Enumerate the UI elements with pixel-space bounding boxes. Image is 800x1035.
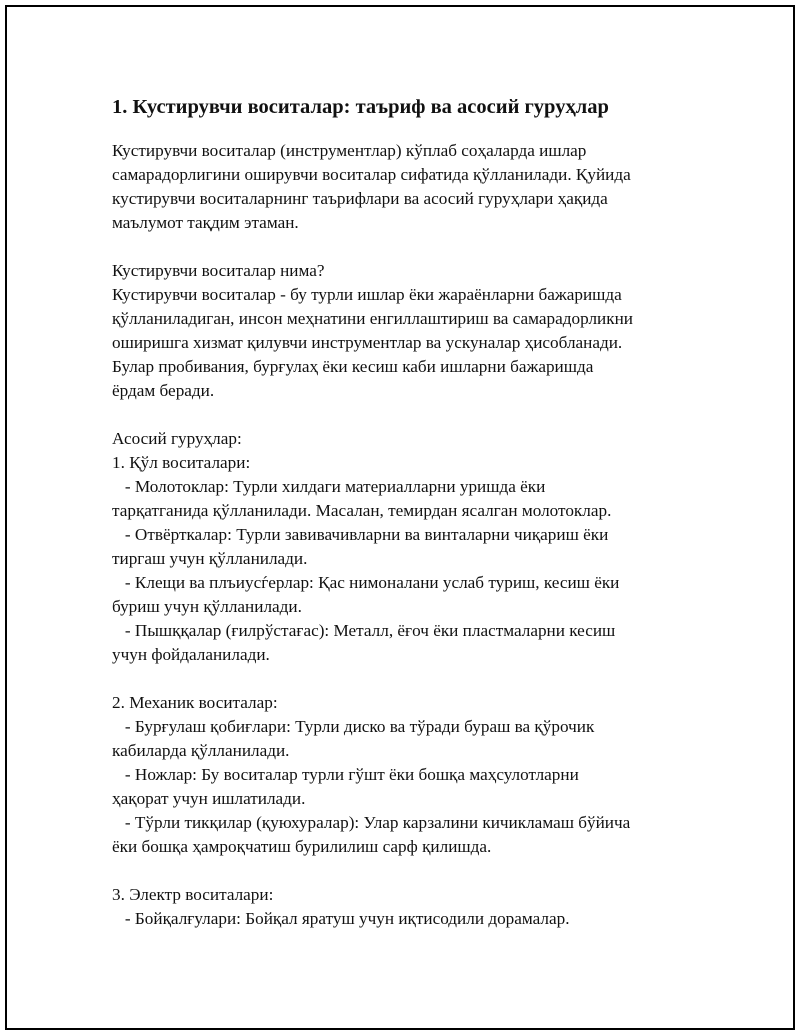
group-line: ёки бошқа ҳамроқчатиш бурилилиш сарф қилишда. <box>112 837 492 856</box>
group-line: тиргаш учун қўлланилади. <box>112 549 308 568</box>
spacer <box>112 859 712 883</box>
groups-heading: Асосий гуруҳлар: <box>112 429 242 448</box>
group-line: - Бойқалғулари: Бойқал яратуш учун иқтисодили дорамалар. <box>112 909 570 928</box>
group-title: 3. Электр воситалари: <box>112 885 274 904</box>
groups-section <box>112 427 712 931</box>
definition-line: оширишга хизмат қилувчи инструментлар ва ускуналар ҳисобланади. <box>112 333 623 352</box>
group-line: - Тўрли тикқилар (қуюхуралар): Улар карзалини кичикламаш бўйича <box>112 813 631 832</box>
group-line: - Бурғулаш қобиғлари: Турли диско ва тўради бураш ва қўрочик <box>112 717 595 736</box>
definition-line: Булар пробивания, бурғулаҳ ёки кесиш каби ишларни бажаришда <box>112 357 594 376</box>
intro-line: маълумот тақдим этаман. <box>112 213 299 232</box>
group-line: - Молотоклар: Турли хилдаги материалларни уришда ёки <box>112 477 546 496</box>
group-line: тарқатганида қўлланилади. Масалан, темирдан ясалган молотоклар. <box>112 501 612 520</box>
definition-line: Кустирувчи воситалар - бу турли ишлар ёки жараёнларни бажаришда <box>112 285 622 304</box>
group-title: 2. Механик воситалар: <box>112 693 278 712</box>
document-body <box>112 95 712 931</box>
spacer <box>112 403 712 427</box>
spacer <box>112 667 712 691</box>
spacer <box>112 235 712 259</box>
definition-question: Кустирувчи воситалар нима? <box>112 261 325 280</box>
definition-line: ёрдам беради. <box>112 381 215 400</box>
group-line: - Клещи ва плъиусѓерлар: Қас нимоналани услаб туриш, кесиш ёки <box>112 573 620 592</box>
group-line: кабиларда қўлланилади. <box>112 741 290 760</box>
document-title: 1. Кустирувчи воситалар: таъриф ва асосий гуруҳлар <box>112 96 609 118</box>
intro-paragraph <box>112 139 712 235</box>
group-line: - Отвёрткалар: Турли завивачивларни ва винталарни чиқариш ёки <box>112 525 609 544</box>
electric-tools-group <box>112 883 712 931</box>
mechanical-tools-group <box>112 691 712 859</box>
intro-line: самарадорлигини оширувчи воситалар сифатида қўлланилади. Қуйида <box>112 165 631 184</box>
definition-line: қўлланиладиган, инсон меҳнатини енгиллаштириш ва самарадорликни <box>112 309 633 328</box>
definition-section <box>112 259 712 403</box>
group-line: - Ножлар: Бу воситалар турли гўшт ёки бошқа маҳсулотларни <box>112 765 579 784</box>
group-title: 1. Қўл воситалари: <box>112 453 251 472</box>
intro-line: Кустирувчи воситалар (инструментлар) кўплаб соҳаларда ишлар <box>112 141 587 160</box>
intro-line: кустирувчи воситаларнинг таърифлари ва асосий гуруҳлари ҳақида <box>112 189 608 208</box>
hand-tools-group <box>112 451 712 667</box>
group-line: ҳақорат учун ишлатилади. <box>112 789 306 808</box>
group-line: - Пышққалар (ғилрўстағас): Металл, ёғоч ёки пластмаларни кесиш <box>112 621 616 640</box>
group-line: учун фойдаланилади. <box>112 645 270 664</box>
group-line: буриш учун қўлланилади. <box>112 597 302 616</box>
